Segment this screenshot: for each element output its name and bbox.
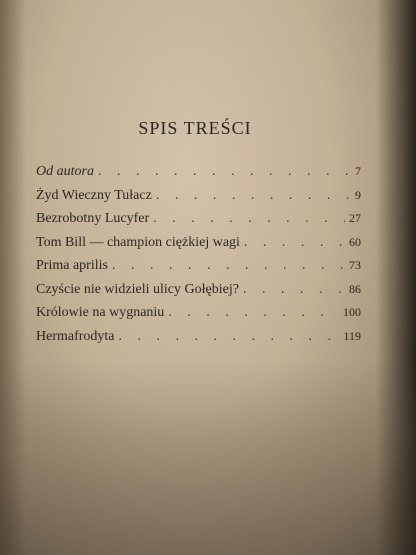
toc-entry-page: 100: [343, 305, 361, 319]
toc-entry-title: Czyście nie widzieli ulicy Gołębiej?: [36, 281, 239, 297]
toc-entry: [36, 235, 361, 259]
toc-entry-page: 60: [349, 234, 361, 249]
dot-leader: [119, 329, 340, 345]
dot-leader: [244, 235, 345, 251]
dot-leader: [112, 258, 345, 274]
toc-entry-title: Żyd Wieczny Tułacz: [36, 187, 152, 203]
toc-entry-title: Bezrobotny Lucyfer: [36, 211, 150, 226]
toc-entry-title: Królowie na wygnaniu: [36, 305, 165, 320]
toc-entry: [36, 329, 361, 353]
page-shadow: [0, 360, 416, 555]
toc-entry-title: Prima aprilis: [36, 258, 108, 273]
toc-entry-title: Tom Bill — champion ciężkiej wagi: [36, 234, 240, 250]
toc-entry-title: Hermafrodyta: [36, 328, 115, 344]
toc-entry-page: 9: [355, 187, 361, 202]
page-title: SPIS TREŚCI: [138, 118, 252, 138]
toc-entry-page: 86: [349, 281, 361, 296]
toc-entry: [36, 211, 361, 235]
table-of-contents: [36, 164, 361, 352]
toc-entry: [36, 305, 361, 329]
toc-entry-page: 7: [355, 164, 361, 178]
toc-entry: [36, 164, 361, 188]
toc-entry: [36, 258, 361, 282]
toc-entry: [36, 188, 361, 212]
dot-leader: [153, 211, 345, 227]
toc-entry-page: 73: [349, 258, 361, 272]
toc-entry-page: 119: [343, 328, 361, 343]
dot-leader: [98, 164, 351, 180]
toc-entry-title: Od autora: [36, 164, 94, 179]
toc-entry: [36, 282, 361, 306]
dot-leader: [243, 282, 345, 298]
dot-leader: [156, 188, 351, 204]
dot-leader: [168, 305, 339, 321]
toc-entry-page: 27: [349, 211, 361, 225]
